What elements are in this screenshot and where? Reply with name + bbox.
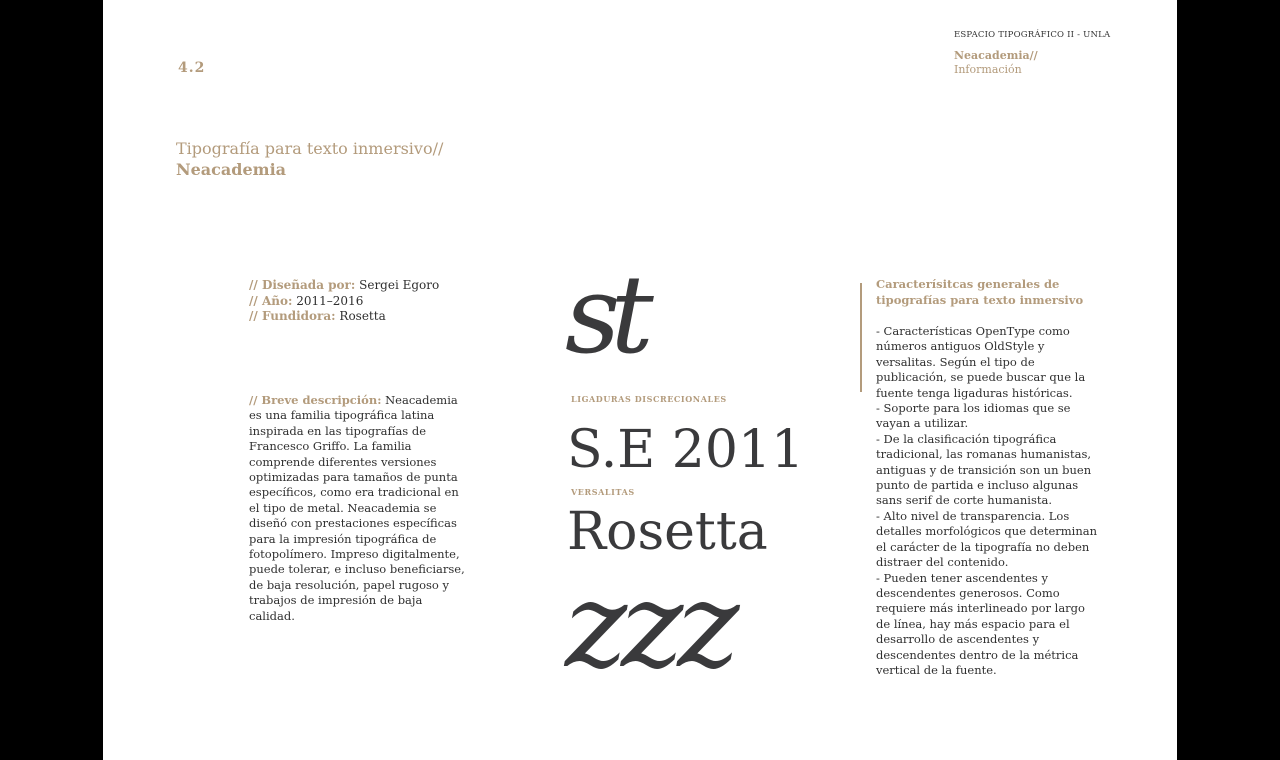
header-subsection: Información	[954, 63, 1022, 76]
page-number: 4.2	[178, 60, 206, 76]
header-org: ESPACIO TIPOGRÁFICO II - UNLA	[954, 30, 1111, 40]
swash-glyph: zzz	[565, 556, 734, 694]
meta-year-value: 2011–2016	[296, 293, 364, 308]
meta-designer	[249, 278, 439, 294]
description-text: Neacademia es una familia tipográfica latina inspirada en las tipografías de Francesco Griffo. La familia comprende diferentes versiones optimizadas para tamaños de punta específicos, como era tradicional en el tipo de metal. Neacademia se diseñó con prestaciones específicas para la impresión tipográfica de fotopolímero. Impreso digitalmente, puede tolerar, e incluso beneficiarse, de baja resolución, papel rugoso y trabajos de impresión de baja calidad.	[249, 393, 465, 623]
ligature-glyph: st	[565, 253, 644, 378]
document-page	[103, 0, 1177, 760]
accent-rule	[860, 283, 862, 392]
title-line2: Neacademia	[176, 160, 287, 179]
header-section	[954, 49, 1038, 77]
meta-year-label: // Año:	[249, 293, 293, 308]
smallcaps-caption: VERSALITAS	[571, 487, 635, 497]
page-title	[176, 138, 443, 180]
meta-block	[249, 278, 439, 325]
feature-item: - Pueden tener ascendentes y descendentes generosos. Como requiere más interlineado por largo de línea, hay más espacio para el desarrollo de ascendentes y descendentes dentro de la métrica vertical de la fuente.	[876, 570, 1085, 677]
meta-designer-label: // Diseñada por:	[249, 278, 356, 292]
smallcaps-sample: S.E 2011	[567, 420, 805, 480]
meta-foundry	[249, 309, 439, 325]
ligature-caption: LIGADURAS DISCRECIONALES	[571, 394, 727, 404]
header-section-title: Neacademia//	[954, 49, 1038, 62]
feature-item: - Soporte para los idiomas que se vayan a utilizar.	[876, 401, 1071, 431]
meta-foundry-label: // Fundidora:	[249, 309, 336, 323]
meta-designer-value: Sergei Egoro	[359, 278, 440, 292]
feature-item: - Características OpenType como números antiguos OldStyle y versalitas. Según el tipo de publicación, se puede buscar que la fuente tenga ligaduras históricas.	[876, 324, 1086, 400]
meta-year	[249, 294, 439, 310]
word-sample: Rosetta	[567, 502, 768, 562]
feature-item: - Alto nivel de transparencia. Los detalles morfológicos que determinan el carácter de la tipografía no deben distraer del contenido.	[876, 508, 1098, 570]
feature-item: - De la clasificación tipográfica tradicional, las romanas humanistas, antiguas y de transición son un buen punto de partida e incluso algunas sans serif de corte humanista.	[876, 431, 1092, 508]
features-heading: Caracterísitcas generales de tipografías para texto inmersivo	[876, 277, 1084, 307]
meta-foundry-value: Rosetta	[339, 309, 386, 323]
title-line1: Tipografía para texto inmersivo//	[176, 139, 444, 158]
description-label: // Breve descripción:	[249, 393, 382, 407]
features-list	[876, 324, 1100, 678]
description	[249, 393, 469, 624]
